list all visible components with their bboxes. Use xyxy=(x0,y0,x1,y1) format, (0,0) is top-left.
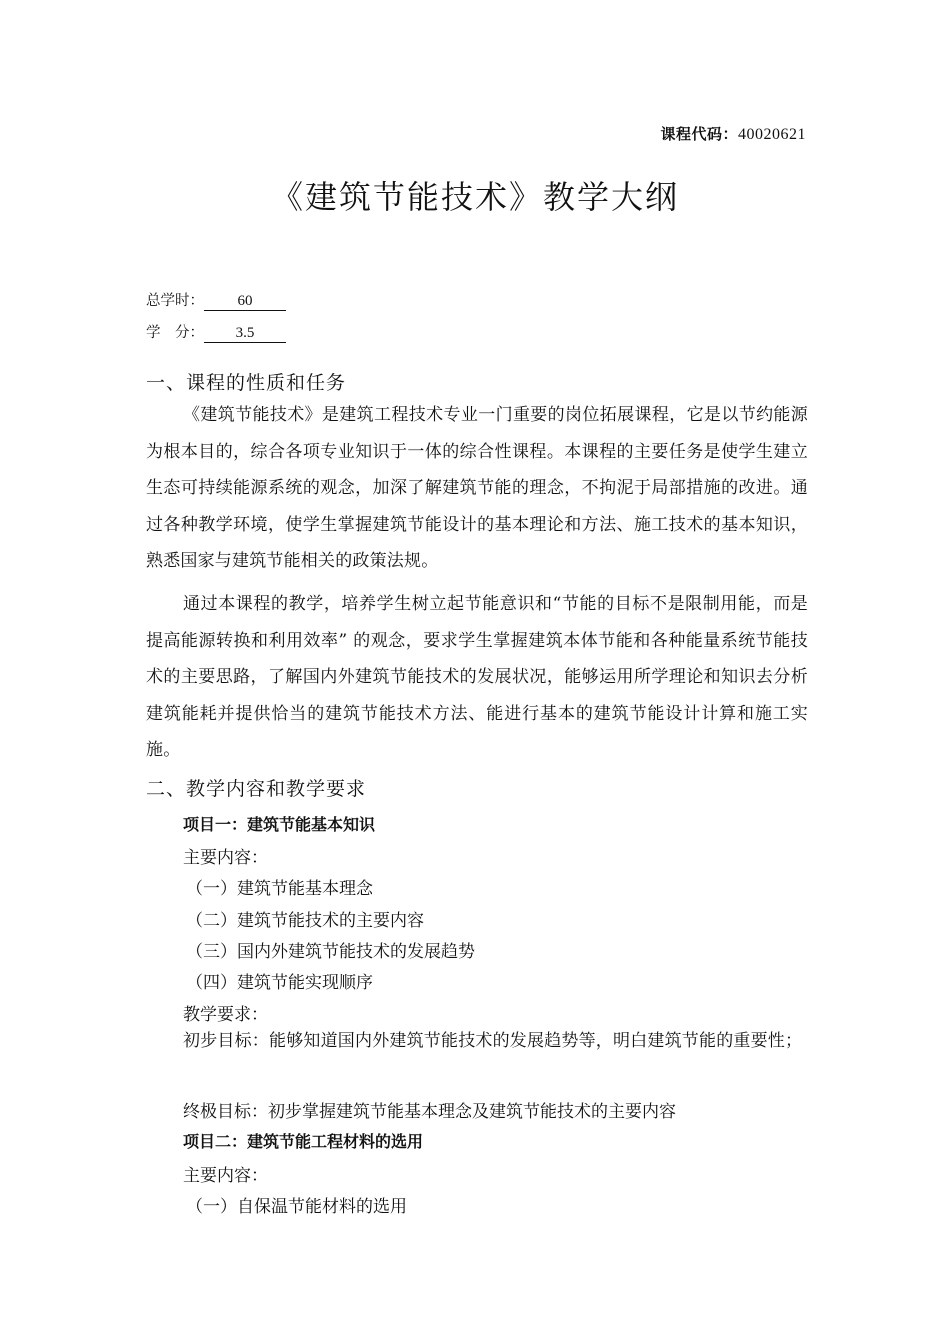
total-hours-value: 60 xyxy=(204,293,286,311)
project-1-title: 项目一：建筑节能基本知识 xyxy=(183,815,376,834)
project-1-requirement-label: 教学要求： xyxy=(183,1005,268,1025)
document-title: 《建筑节能技术》教学大纲 xyxy=(270,178,679,216)
paragraph-objectives: 通过本课程的教学，培养学生树立起节能意识和“节能的目标不是限制用能，而是提高能源转换和利用效率” 的观念，要求学生掌握建筑本体节能和各种能量系统节能技术的主要思路，了解国内外建筑节能技术的发展状况，能够运用所学理论和知识去分析建筑能耗并提供恰当的建筑节能技术方法、能进行基本的建筑节能设计计算和施工实施。 xyxy=(146,594,808,760)
project-2-title: 项目二：建筑节能工程材料的选用 xyxy=(183,1132,424,1151)
project-1-content-label: 主要内容： xyxy=(183,848,268,868)
course-code-label: 课程代码： xyxy=(660,125,738,143)
project-1-item: （三）国内外建筑节能技术的发展趋势 xyxy=(186,942,475,962)
project-2-item: （一）自保温节能材料的选用 xyxy=(186,1197,407,1217)
project-2-content-label: 主要内容： xyxy=(183,1166,268,1186)
section-heading-nature: 一、课程的性质和任务 xyxy=(146,372,347,394)
total-hours-label: 总学时： xyxy=(146,293,204,309)
course-code xyxy=(660,123,806,144)
total-hours-row xyxy=(146,289,286,311)
project-1-item: （一）建筑节能基本理念 xyxy=(186,879,373,899)
project-1-initial-goal: 初步目标：能够知道国内外建筑节能技术的发展趋势等，明白建筑节能的重要性； xyxy=(183,1031,803,1051)
credit-row xyxy=(146,321,286,343)
credit-label: 学 分： xyxy=(146,325,204,341)
project-1-item: （四）建筑节能实现顺序 xyxy=(186,973,373,993)
project-1-final-goal: 终极目标：初步掌握建筑节能基本理念及建筑节能技术的主要内容 xyxy=(183,1102,676,1122)
course-code-value: 40020621 xyxy=(738,126,806,143)
section-heading-content: 二、教学内容和教学要求 xyxy=(146,778,367,800)
project-1-item: （二）建筑节能技术的主要内容 xyxy=(186,911,424,931)
paragraph-nature: 《建筑节能技术》是建筑工程技术专业一门重要的岗位拓展课程，它是以节约能源为根本目的，综合各项专业知识于一体的综合性课程。本课程的主要任务是使学生建立生态可持续能源系统的观念，加深了解建筑节能的理念，不拘泥于局部措施的改进。通过各种教学环境，使学生掌握建筑节能设计的基本理论和方法、施工技术的基本知识，熟悉国家与建筑节能相关的政策法规。 xyxy=(146,405,808,571)
credit-value: 3.5 xyxy=(204,325,286,343)
